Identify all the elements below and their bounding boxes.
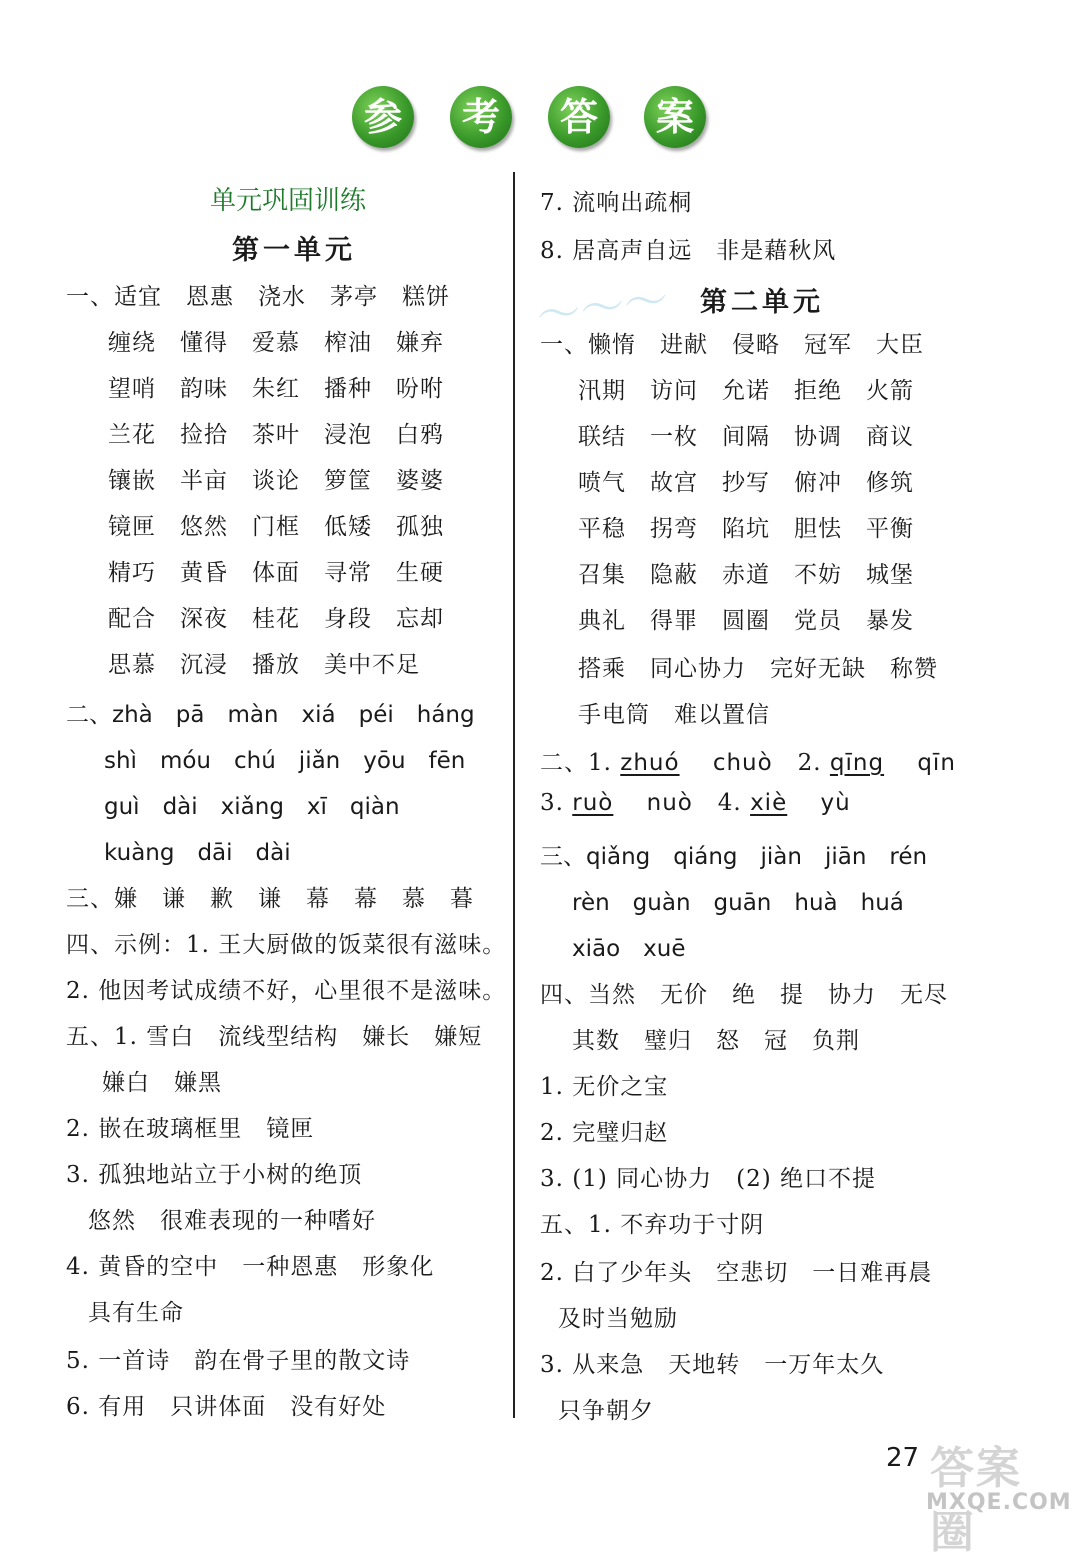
answer-line: 2. 嵌在玻璃框里 镜匣 — [66, 1116, 315, 1142]
answer-line: 兰花 捡拾 茶叶 浸泡 白鸦 — [108, 422, 444, 448]
answer-line: 三、嫌 谦 歉 谦 幕 幕 慕 暮 — [66, 886, 474, 912]
answer-line: 2. 白了少年头 空悲切 一日难再晨 — [540, 1260, 933, 1286]
answer-line: 一、适宜 恩惠 浇水 茅亭 糕饼 — [66, 284, 450, 310]
column-divider — [513, 172, 515, 1418]
answer-line: 召集 隐蔽 赤道 不妨 城堡 — [578, 562, 914, 588]
answer-line: 具有生命 — [88, 1300, 184, 1326]
watermark-logo — [920, 1432, 1072, 1558]
answer-line: 6. 有用 只讲体面 没有好处 — [66, 1394, 387, 1420]
page-title — [352, 86, 712, 156]
answer-line: 手电筒 难以置信 — [578, 702, 770, 728]
answer-line: 搭乘 同心协力 完好无缺 称赞 — [578, 656, 938, 682]
watermark-scribble: 〜〜〜 — [533, 274, 672, 343]
title-char: 参 — [352, 86, 414, 148]
logo-url: MXQE.COM — [926, 1490, 1072, 1515]
pinyin: nuò — [646, 790, 693, 816]
answer-line: 悠然 很难表现的一种嗜好 — [88, 1208, 376, 1234]
pinyin-line: guì dài xiǎng xī qiàn — [104, 794, 400, 820]
page-number: 27 — [886, 1443, 920, 1473]
pinyin-line: 三、qiǎng qiáng jiàn jiān rén — [540, 844, 928, 870]
answer-line: 5. 一首诗 韵在骨子里的散文诗 — [66, 1348, 411, 1374]
answer-line: 镶嵌 半亩 谈论 箩筐 婆婆 — [108, 468, 444, 494]
answer-line: 望哨 韵味 朱红 播种 吩咐 — [108, 376, 444, 402]
answer-line: 镜匣 悠然 门框 低矮 孤独 — [108, 514, 444, 540]
pinyin-line: kuàng dāi dài — [104, 840, 291, 866]
unit-title-1: 第一单元 — [232, 235, 356, 266]
answer-line: 四、示例：1. 王大厨做的饭菜很有滋味。 — [66, 932, 507, 958]
answer-line: 4. 黄昏的空中 一种恩惠 形象化 — [66, 1254, 435, 1280]
answer-line: 及时当勉励 — [558, 1306, 678, 1332]
pinyin-line: rèn guàn guān huà huá — [572, 890, 904, 916]
answer-line: 8. 居高声自远 非是藉秋风 — [540, 238, 837, 264]
answer-line: 四、当然 无价 绝 提 协力 无尽 — [540, 982, 948, 1008]
item-number: 2. — [797, 750, 822, 776]
answer-line: 喷气 故宫 抄写 俯冲 修筑 — [578, 470, 914, 496]
answer-line: 其数 璧归 怒 冠 负荆 — [572, 1028, 860, 1054]
answer-line: 3. 孤独地站立于小树的绝顶 — [66, 1162, 363, 1188]
answer-line: 只争朝夕 — [558, 1398, 654, 1424]
answer-line: 精巧 黄昏 体面 寻常 生硬 — [108, 560, 444, 586]
answer-line: 典礼 得罪 圆圈 党员 暴发 — [578, 608, 914, 634]
answer-line: 联结 一枚 间隔 协调 商议 — [578, 424, 914, 450]
pinyin-line: xiāo xuē — [572, 936, 686, 962]
answer-line — [540, 744, 956, 777]
logo-text: 答案圈 — [930, 1443, 1022, 1558]
answer-line: 配合 深夜 桂花 身段 忘却 — [108, 606, 444, 632]
item-number: 3. — [540, 790, 564, 816]
answer-line: 思慕 沉浸 播放 美中不足 — [108, 652, 420, 678]
title-char: 考 — [450, 86, 512, 148]
title-char: 答 — [548, 86, 610, 148]
answer-line — [540, 790, 851, 816]
pinyin-underlined: ruò — [572, 790, 614, 816]
answer-line: 1. 无价之宝 — [540, 1074, 669, 1100]
item-number: 4. — [717, 790, 742, 816]
pinyin-underlined: xiè — [750, 790, 788, 816]
answer-line: 五、1. 不弃功于寸阴 — [540, 1212, 765, 1238]
answer-line: 一、懒惰 进献 侵略 冠军 大臣 — [540, 332, 924, 358]
section-title: 单元巩固训练 — [210, 186, 367, 216]
unit-title-2: 第二单元 — [700, 287, 824, 318]
pinyin: yù — [820, 790, 851, 816]
answer-line: 3. (1) 同心协力 (2) 绝口不提 — [540, 1166, 877, 1192]
answer-line: 嫌白 嫌黑 — [102, 1070, 222, 1096]
answer-line: 汛期 访问 允诺 拒绝 火箭 — [578, 378, 914, 404]
pinyin-underlined: qīng — [829, 750, 885, 776]
answer-line: 7. 流响出疏桐 — [540, 190, 693, 216]
answer-line: 五、1. 雪白 流线型结构 嫌长 嫌短 — [66, 1024, 483, 1050]
title-char: 案 — [644, 86, 706, 148]
answer-line: 2. 他因考试成绩不好，心里很不是滋味。 — [66, 978, 507, 1004]
answer-line: 3. 从来急 天地转 一万年太久 — [540, 1352, 885, 1378]
answer-line: 2. 完璧归赵 — [540, 1120, 669, 1146]
pinyin-underlined: zhuó — [620, 750, 680, 776]
pinyin-line: 二、zhà pā màn xiá péi háng — [66, 702, 475, 728]
answer-line: 缠绕 懂得 爱慕 榨油 嫌弃 — [108, 330, 444, 356]
pinyin-line: shì móu chú jiǎn yōu fēn — [104, 748, 466, 774]
pinyin: qīn — [917, 750, 956, 776]
answer-line: 平稳 拐弯 陷坑 胆怯 平衡 — [578, 516, 914, 542]
item-number: 二、1. — [540, 750, 612, 776]
pinyin: chuò — [712, 750, 773, 776]
